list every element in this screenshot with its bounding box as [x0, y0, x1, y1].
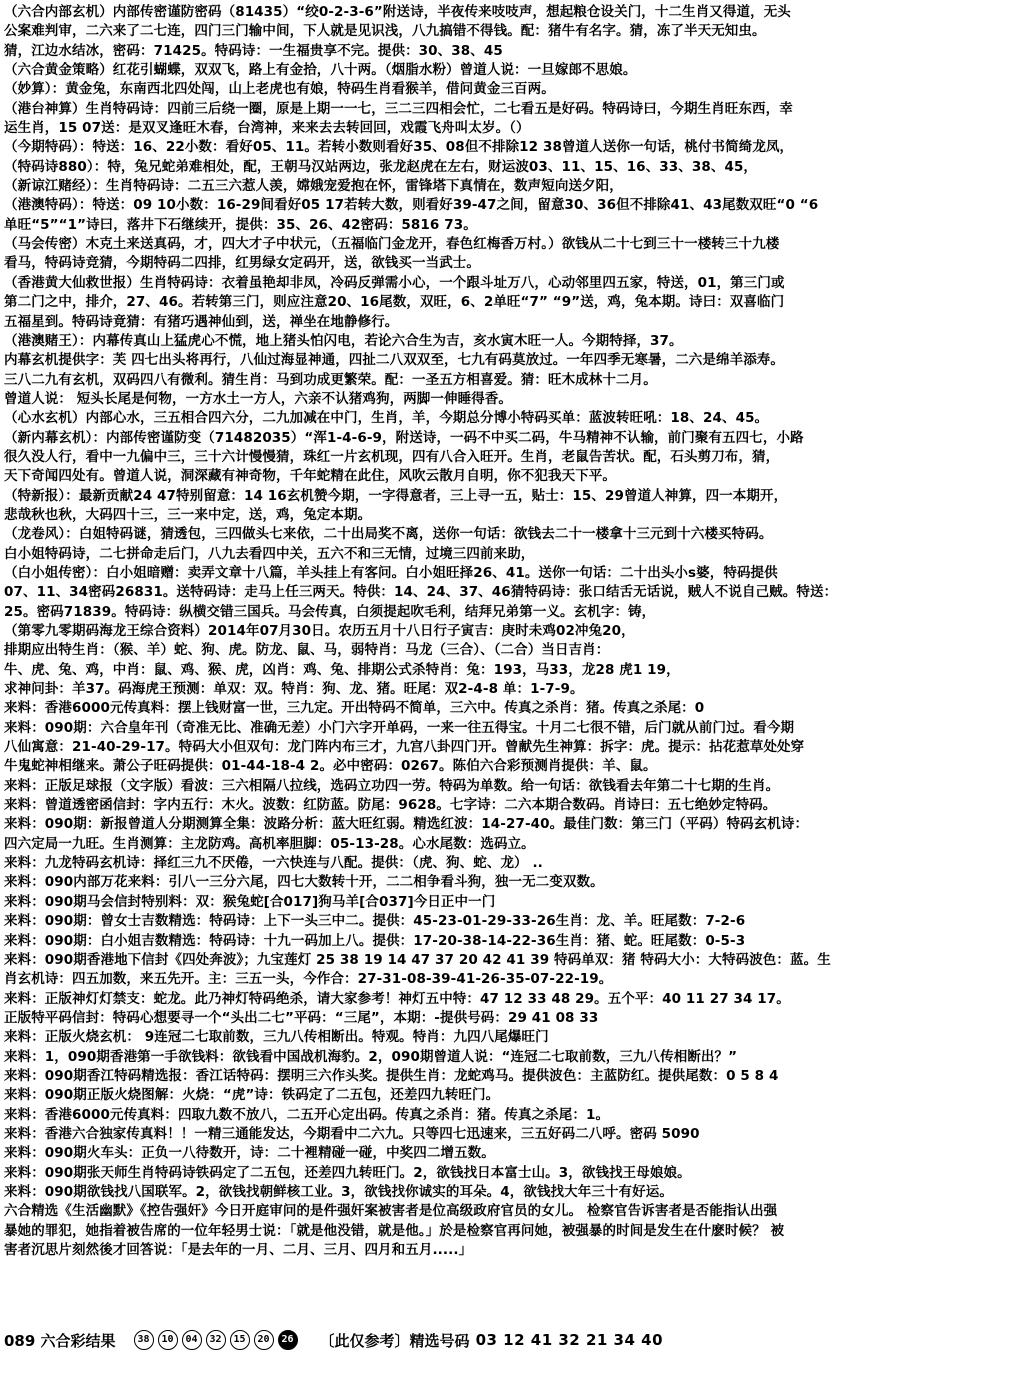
- text-line: 来料：090期香江特码精选报：香江话特码：摆明三六作头奖。提供生肖：龙蛇鸡马。提供波色：主蓝防红。提供尾数：0 5 8 4: [4, 1067, 779, 1084]
- text-line: 看马，特码诗竞猜，今期特码二四排，红男绿女定码开，送，欲钱买一当武士。: [4, 255, 480, 272]
- text-line: 牛鬼蛇神相继来。萧公子旺码提供：01-44-18-4 2。必中密码：0267。陈伯六合彩预测肖提供：羊、鼠。: [4, 758, 657, 775]
- result-ball: 32: [206, 1330, 226, 1350]
- text-line: （香港黄大仙救世报）生肖特码诗：衣着虽艳却非凤，冷码反弹需小心，一个跟斗址万八，心动邻里四五家，特送，01，第三门或: [4, 274, 785, 291]
- text-line: （特新报）：最新贡献24 47特别留意：14 16玄机赞今期，一字得意者，三上寻一五，贴士：15、29曾道人神算，四一本期开，: [4, 487, 788, 504]
- text-line: 四六定局一九旺。生肖测算：主龙防鸡。高机率胆脚：05-13-28。心水尾数：选码立。: [4, 835, 535, 852]
- text-line: 来料：正版足球报（文字版）看波：三六相隔八拉线，选码立功四一劳。特码为单数。给一句话：欲钱看去年第二十七期的生肖。: [4, 777, 780, 794]
- text-line: 来料：曾道透密函信封：字内五行：木火。波数：红防蓝。防尾：9628。七字诗：二六本期合数码。肖诗曰：五七绝妙定特码。: [4, 797, 777, 814]
- text-line: 来料：090期：新报曾道人分期测算全集：波路分析：蓝大旺红弱。精选红波：14-27-40。最佳门数：第三门（平码）特码玄机诗：: [4, 816, 809, 833]
- text-line: 来料：香港6000元传真料：摆上钱财富一世，三九定。开出特码不简单，三六中。传真之杀肖：猪。传真之杀尾：0: [4, 700, 705, 717]
- text-line: 来料：090期正版火烧图解：火烧：“虎”诗：铁码定了二五包，还差四九转旺门。: [4, 1087, 500, 1104]
- text-line: （六合黄金策略）红花引蝴蝶，双双飞，路上有金拾，八十两。（烟脂水粉）曾道人说：一旦嫁郎不思娘。: [4, 62, 637, 79]
- text-line: 暴她的罪犯，她指着被告席的一位年轻男士说：「就是他没错，就是他。」於是检察官再问她，被强暴的时间是发生在什麽时候？ 被: [4, 1222, 785, 1239]
- result-ball: 04: [182, 1330, 202, 1350]
- text-line: 07、11、34密码26831。送特码诗：走马上任三两天。特供：14、24、37、46猜特码诗：张口结舌无话说，贼人不说自己贼。特送：: [4, 584, 838, 601]
- text-line: 猜，江边水结冰，密码：71425。特码诗：一生福贵享不完。提供：30、38、45: [4, 42, 503, 59]
- article-body: [4, 3, 1009, 1260]
- text-line: （白小姐传密）：白小姐暗赠：卖弄文章十八篇，羊头挂上有客问。白小姐旺择26、41。送你一句话：二十出头小s婆，特码提供: [4, 564, 778, 581]
- text-line: 来料：090期：曾女士吉数精选：特码诗：上下一头三中二。提供：45-23-01-29-33-26生肖：龙、羊。旺尾数：7-2-6: [4, 913, 746, 930]
- text-line: 来料：香港6000元传真料：四取九数不放八，二五开心定出码。传真之杀肖：猪。传真之杀尾：1。: [4, 1106, 610, 1123]
- text-line: 来料：090期欲钱找八国联军。2，欲钱找朝鲜核工业。3，欲钱找你诚实的耳朵。4，欲钱找大年三十有好运。: [4, 1183, 673, 1200]
- text-line: 来料：九龙特码玄机诗：择红三九不厌倦，一六快连与八配。提供：（虎、狗、蛇、龙） ..: [4, 855, 543, 872]
- text-line: 八仙寓意：21-40-29-17。特码大小但双句：龙门阵内布三才，九宫八卦四门开。曾献先生神算：拆字：虎。提示：拈花惹草处处穿: [4, 739, 805, 756]
- text-line: 内幕玄机提供字：芙 四七出头将再行，八仙过海显神通，四扯二八双双至，七九有码莫放过。一年四季无寒暑，二六是绵羊添寿。: [4, 352, 784, 369]
- text-line: （心水玄机）内部心水，三五相合四六分，二九加减在中门，生肖，羊，今期总分博小特码买单：蓝波转旺吼：18、24、45。: [4, 410, 769, 427]
- text-line: （新内幕玄机）：内部传密谨防变（71482035）“浑1-4-6-9，附送诗，一码不中买二码，牛马精神不认输，前门聚有五四七，小路: [4, 429, 804, 446]
- text-line: 公案难判审，二六来了二七连，四门三门输中间，下人就是见识浅，八九搞错不得钱。配：猪牛有名字。猜，冻了半天无知虫。: [4, 23, 766, 40]
- text-line: 单旺“5”“1”诗曰，落井下石继续开，提供：35、26、42密码：5816 73。: [4, 216, 477, 233]
- text-line: 曾道人说： 短头长尾是何物，一方水土一方人，六亲不认猪鸡狗，两脚一伸睡得香。: [4, 390, 512, 407]
- text-line: 排期应出特生肖：（猴、羊）蛇、狗、虎。防龙、鼠、马，弱特肖：马龙（三合）、（二合）当日吉肖：: [4, 642, 610, 659]
- text-line: 来料：香港六合独家传真料！！一精三通能发达，今期看中二六九。只等四七迅速来，三五好码二八呼。密码 5090: [4, 1125, 700, 1142]
- text-line: 天下奇闻四处有。曾道人说，洞深藏有神奇物，千年蛇精在此住，风吹云散月自明，你不犯我天下平。: [4, 468, 616, 485]
- text-line: （六合内部玄机）内部传密谨防密码（81435）“绞0-2-3-6”附送诗，半夜传来吱吱声，想起粮仓设关门，十二生肖又得道，无头: [4, 4, 791, 20]
- text-line: （新谅江赌经）：生肖特码诗：二五三六惹人羡，嫦娥宠爱抱在怀，雷锋塔下真情在，数声短向送夕阳，: [4, 178, 623, 195]
- text-line: 来料：1，090期香港第一手欲钱料：欲钱看中国战机海豹。2，090期曾道人说：“连冠二七取前数，三九八传相断出？”: [4, 1048, 738, 1065]
- reference-note: 〔此仅参考〕精选号码: [319, 1331, 470, 1350]
- result-ball: 20: [254, 1330, 274, 1350]
- text-line: 求神问卦：羊37。码海虎王预测：单双：双。特肖：狗、龙、猪。旺尾：双2-4-8 单：1-7-9。: [4, 681, 584, 698]
- text-line: （港澳赌王）：内幕传真山上猛虎心不慌，地上猪头怕闪电，若论六合生为吉，亥水寅木旺一人。今期特择，37。: [4, 332, 683, 349]
- text-line: （龙卷风）：白姐特码谜，猜透包，三四做头七来依，二十出局奖不离，送你一句话：欲钱去二十一楼拿十三元到十六楼买特码。: [4, 526, 773, 543]
- text-line: 正版特平码信封：特码心想要寻一个“头出二七”平码：“三尾”，本期：-提供号码：29 41 08 33: [4, 1009, 599, 1026]
- text-line: 肖玄机诗：四五加数，来五先开。主：三五一头，今作合：27-31-08-39-41-26-35-07-22-19。: [4, 971, 613, 988]
- special-result-ball: 26: [278, 1330, 298, 1350]
- text-line: 来料：090期：白小姐吉数精选：特码诗：十九一码加上八。提供：17-20-38-14-22-36生肖：猪、蛇。旺尾数：0-5-3: [4, 932, 746, 949]
- text-line: 来料：090内部万花来料：引八一三分六尾，四七大数转十开，二二相争看斗狗，独一无二变双数。: [4, 874, 604, 891]
- text-line: 来料：正版火烧玄机： 9连冠二七取前数，三九八传相断出。特观。特肖：九四八尾爆旺门: [4, 1029, 549, 1046]
- text-line: 悲哉秋也秋，大码四十三，三一来中定，送，鸡，兔定本期。: [4, 506, 372, 523]
- text-line: 牛、虎、兔、鸡，中肖：鼠、鸡、猴、虎，凶肖：鸡、兔、排期公式杀特肖：兔：193，马33，龙28 虎1 19，: [4, 661, 680, 678]
- text-line: 很久没人行，看中一九偏中三，三十六计慢慢猜，珠红一片玄机现，四有八合入旺开。生肖，老鼠告苦状。配，石头剪刀布，猜，: [4, 448, 780, 465]
- text-line: （第零九零期码海龙王综合资料）2014年07月30日。农历五月十八日行子寅吉：庚时未鸡02冲兔20，: [4, 623, 635, 639]
- text-line: （特码诗880）：特，兔兄蛇弟难相处，配，王朝马汉站两边，张龙赵虎在左右，财运波03、11、15、16、33、38、45，: [4, 158, 758, 175]
- text-line: （妙算）：黄金兔，东南西北四处闯，山上老虎也有娘，特码生肖看猴羊，借问黄金三百两。: [4, 81, 555, 98]
- selected-numbers: 03 12 41 32 21 34 40: [475, 1331, 664, 1349]
- text-line: 来料：090期火车头：正负一八待数开，诗：二十裡精碰一碰，中奖四二增五数。: [4, 1145, 495, 1162]
- text-line: 害者沉思片刻然後才回答说：「是去年的一月、二月、三月、四月和五月.....」: [4, 1242, 473, 1258]
- result-title: 089 六合彩结果: [4, 1331, 116, 1350]
- result-balls: [134, 1330, 298, 1350]
- text-line: 来料：090期张天师生肖特码诗铁码定了二五包，还差四九转旺门。2，欲钱找日本富士山。3，欲钱找王母娘娘。: [4, 1164, 691, 1181]
- text-line: 白小姐特码诗，二七拼命走后门，八九去看四中关，五六不和三无情，过境三四前来助，: [4, 545, 535, 562]
- text-line: 来料：090期香港地下信封《四处奔波》；九宝莲灯 25 38 19 14 47 37 20 42 41 39 特码单双：猪 特码大小：大特码波色：蓝。生: [4, 951, 831, 968]
- text-line: 六合精选《生活幽默》《控告强奸》今日开庭审问的是件强奸案被害者是位高级政府官员的女儿。 检察官告诉害者是否能指认出强: [4, 1203, 778, 1220]
- text-line: 三八二九有玄机，双码四八有微利。猜生肖：马到功成更繁荣。配：一圣五方相喜爱。猜：旺木成林十二月。: [4, 371, 657, 388]
- text-line: （马会传密）木克土来送真码，才，四大才子中状元，（五福临门金龙开，春色红梅香万村。）欲钱从二十七到三十一楼转三十九楼: [4, 236, 780, 253]
- text-line: 第二门之中，排介，27、46。若转第三门，则应注意20、16尾数，双旺，6、2单旺“7” “9”送，鸡，兔本期。诗曰：双喜临门: [4, 294, 785, 311]
- text-line: （今期特码）：特送：16、22小数：看好05、11。若转小数则看好35、08但不排除12 38曾道人送你一句话，桃付书简绮龙凤，: [4, 139, 794, 156]
- result-ball: 10: [158, 1330, 178, 1350]
- text-line: 来料：090期马会信封特别料：双：猴兔蛇[合017]狗马羊[合037]今日正中一门: [4, 893, 496, 910]
- result-ball: 15: [230, 1330, 250, 1350]
- text-line: （港澳特码）：特送：09 10小数：16-29间看好05 17若转大数，则看好39-47之间，留意30、36但不排除41、43尾数双旺“0 “6: [4, 197, 819, 214]
- text-line: 25。密码71839。特码诗：纵横交错三国兵。马会传真，白须提起吹毛利，结拜兄弟第一义。玄机字：铸，: [4, 603, 656, 620]
- text-line: 来料：正版神灯灯禁支：蛇龙。此乃神灯特码绝杀，请大家参考！神灯五中特：47 12 33 48 29。五个平：40 11 27 34 17。: [4, 990, 790, 1007]
- result-ball: 38: [134, 1330, 154, 1350]
- text-line: 五福星到。特码诗竟猜：有猪巧遇神仙到，送，禅坐在地静修行。: [4, 313, 399, 330]
- text-line: （港台神算）生肖特码诗：四前三后绕一圈，原是上期一一七，三二三四相会忙，二七看五是好码。特码诗曰，今期生肖旺东西，幸: [4, 100, 793, 117]
- text-line: 来料：090期：六合皇年刊（奇准无比、准确无差）小门六字开单码，一来一往五得宝。十月二七很不错，后门就从前门过。看今期: [4, 719, 795, 736]
- text-line: 运生肖，15 07送：是双叉逢旺木春，台湾神，来来去去转回回，戏霞飞舟叫太岁。（）: [4, 120, 530, 137]
- lottery-result-footer: [4, 1328, 1009, 1352]
